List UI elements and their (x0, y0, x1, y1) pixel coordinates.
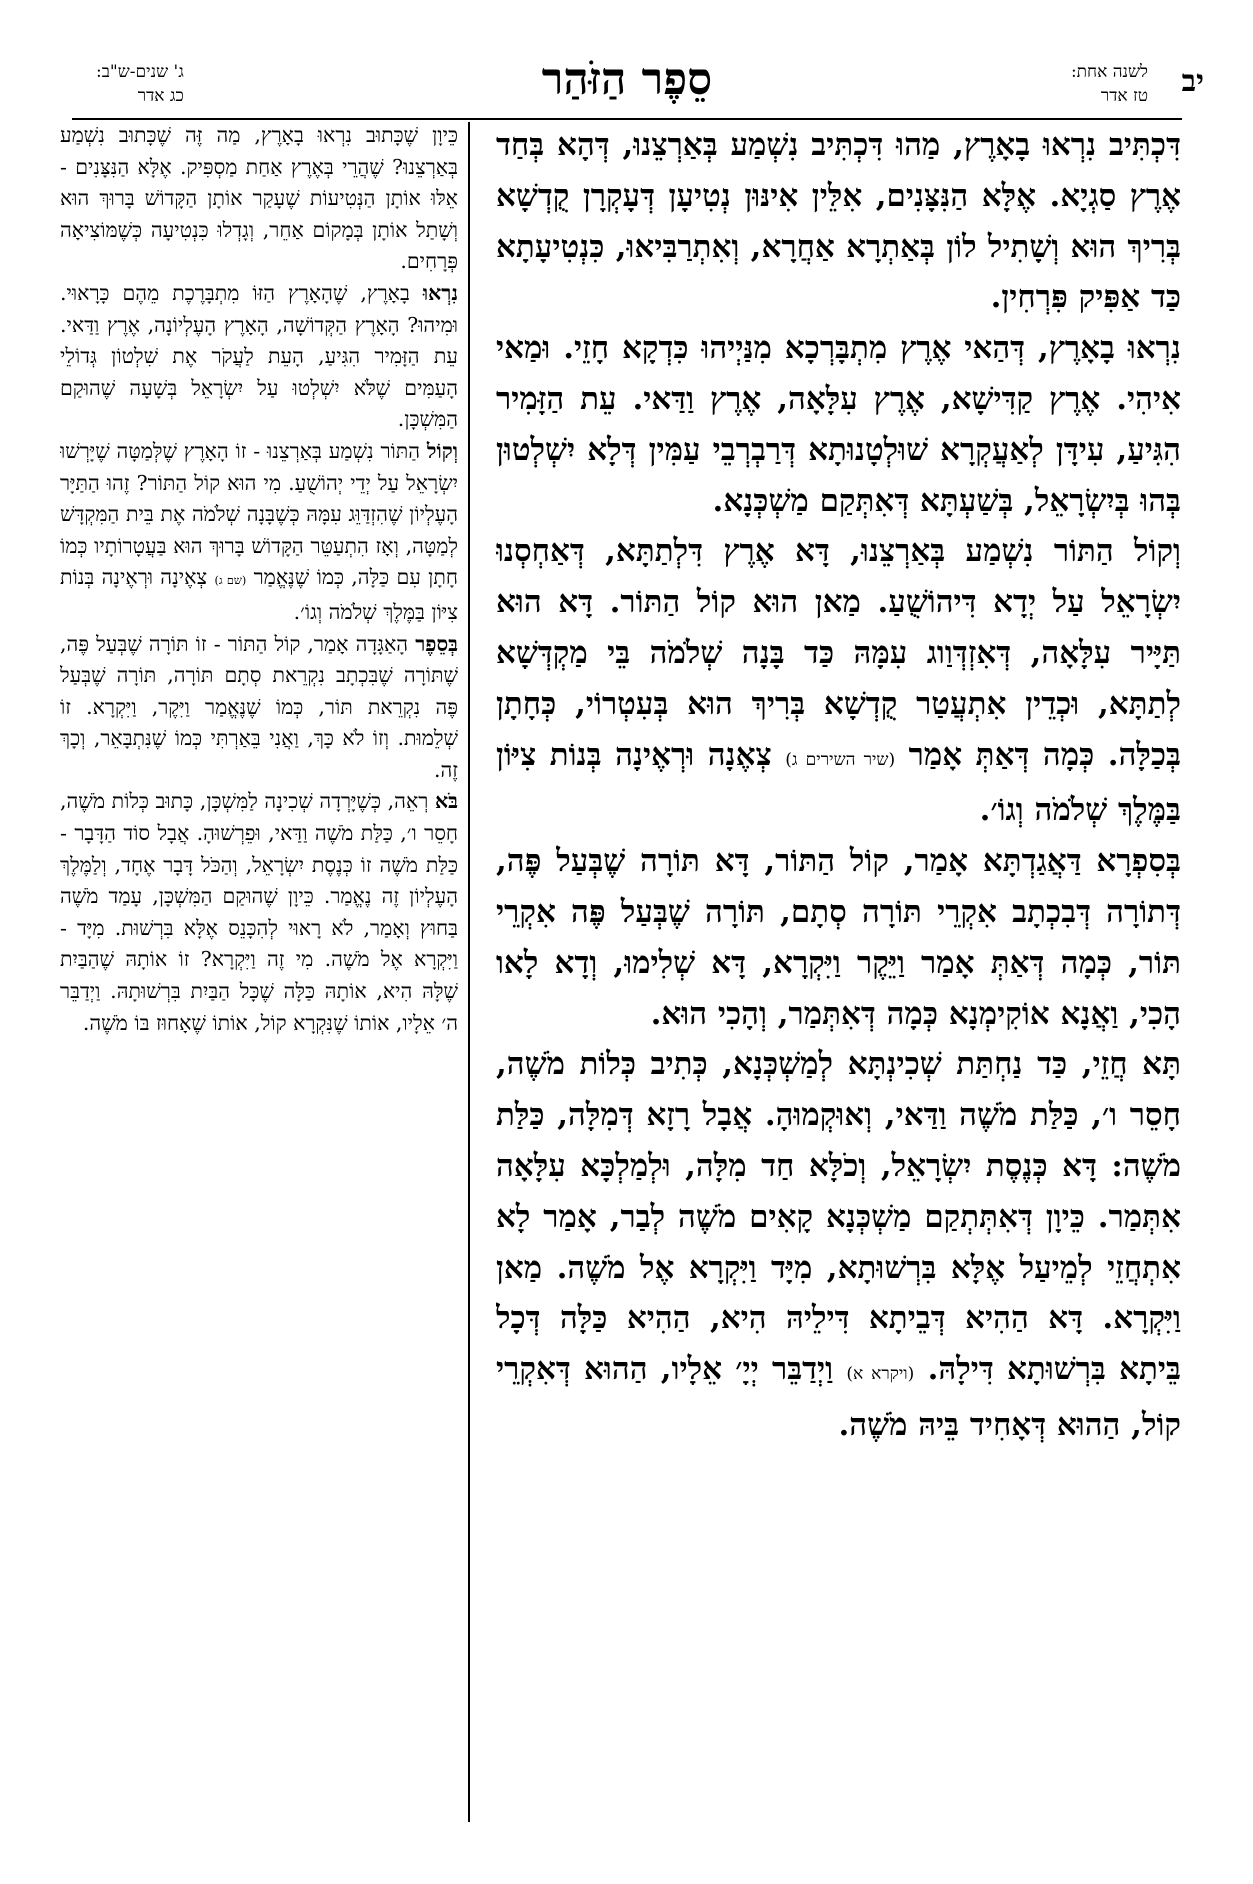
side-paragraph-3-text: הַתּוֹר נִשְׁמַע בְּאַרְצֵנוּ - זוֹ הָאָרֶץ שֶׁלְּמַטָּה שֶׁיָּרְשׁוּ יִשְׂרָאֵל עַל יְדֵי יְהוֹשֻׁעַ. מִי הוּא קוֹל הַתּוֹר? זֶהוּ הַתַּיָּר הָעֶלְיוֹן שֶׁהִזְדַּוֵּג עִמָּהּ כְּשֶׁבָּנָה שְׁלֹמֹה אֶת בֵּית הַמִּקְדָּשׁ לְמַטָּה, וְאָז הִתְעַטֵּר הַקָּדוֹשׁ בָּרוּךְ הוּא בַּעֲטָרוֹתָיו כְּמוֹ חָתָן עִם כַּלָּה, כְּמוֹ שֶׁנֶּאֱמַר (60, 438, 458, 590)
main-paragraph-3-text: וְקוֹל הַתּוֹר נִשְׁמַע בְּאַרְצֵנוּ, דָּא אֶרֶץ דִּלְתַתָּא, דְּאַחְסְנוּ יִשְׂרָאֵל עַל יְדָא דִּיהוֹשֻׁעַ. מַאן הוּא קוֹל הַתּוֹר. דָּא הוּא תַּיָּיר עִלָּאָה, דְּאִזְדְּוַוג עִמָּהּ כַּד בָּנָה שְׁלֹמֹה בֵּי מַקְדְּשָׁא לְתַתָּא, וּכְדֵין אִתְעֲטַר קֻדְשָׁא בְּרִיךְ הוּא בְּעִטְרוֹי, כְּחָתָן בְּכַלָּה. כְּמָה דְּאַתְּ אָמַר (496, 533, 1181, 773)
side-paragraph-3-quote: צְאֶינָה וּרְאֶינָה בְּנוֹת צִיּוֹן בַּמֶּלֶךְ שְׁלֹמֹה וְגוֹ׳. (60, 565, 458, 624)
main-paragraph-1: דִּכְתִּיב נִרְאוּ בָאָרֶץ, מַהוּ דִּכְתִּיב נִשְׁמַע בְּאַרְצֵנוּ, דְּהָא בְּחַד אֶרֶץ סַגְיָא. אֶלָּא הַנִּצָּנִים, אִלֵּין אִינּוּן נְטִיעָן דְּעָקְרָן קֻדְשָׁא בְּרִיךְ הוּא וְשָׁתִיל לוֹן בְּאַתְרָא אַחֲרָא, וְאִתְרַבִּיאוּ, כִּנְטִיעָתָא כַּד אַפִּיק פִּרְחִין. (496, 127, 1181, 316)
side-paragraph-4 (60, 629, 458, 787)
main-paragraph-3-quote: צְאֶנָה וּרְאֶינָה בְּנוֹת צִיּוֹן בַּמֶּלֶךְ שְׁלֹמֹה וְגוֹ׳. (496, 736, 1181, 829)
side-column-hebrew-translation (60, 120, 458, 1820)
side-paragraph-2 (60, 278, 458, 436)
header-left-line1: ג' שנים-ש"ב: (96, 62, 184, 82)
side-paragraph-1: כֵּיוָן שֶׁכָּתוּב נִרְאוּ בָאָרֶץ, מַה זֶּה שֶׁכָּתוּב נִשְׁמַע בְּאַרְצֵנוּ? שֶׁהֲרֵי בְּאֶרֶץ אַחַת מַסְפִּיק. אֶלָּא הַנִּצָּנִים - אֵלּוּ אוֹתָן הַנְּטִיעוֹת שֶׁעָקַר אוֹתָן הַקָּדוֹשׁ בָּרוּךְ הוּא וְשָׁתַל אוֹתָן בְּמָקוֹם אַחֵר, וְגָדְלוּ כִּנְטִיעָה כְּשֶׁמּוֹצִיאָה פְּרָחִים. (60, 123, 458, 274)
main-paragraph-4: בְּסִפְרָא דַּאֲגַדְתָּא אָמַר, קוֹל הַתּוֹר, דָּא תּוֹרָה שֶׁבְּעַל פֶּה, דְּתוֹרָה דְּבִכְתָב אִקְרֵי תּוֹרָה סְתָם, תּוֹרָה שֶׁבְּעַל פֶּה אִקְרֵי תּוֹר, כְּמָה דְּאַתְּ אָמַר וַיֵּקֶר וַיִּקְרָא, דָּא שְׁלִימוּ, וְדָא לָאו הָכִי, וַאֲנָא אוֹקִימְנָא כְּמָה דְּאִתְּמַר, וְהָכִי הוּא. (496, 843, 1181, 1032)
main-paragraph-3-reference: (שיר השירים ג) (785, 749, 896, 770)
side-paragraph-5 (60, 786, 458, 1039)
side-paragraph-2-lead: נִרְאוּ (422, 280, 458, 305)
side-paragraph-3-reference: (שם ג) (214, 574, 247, 588)
side-paragraph-5-lead: בֹּא (434, 789, 458, 814)
page-title: סֵפֶר הַזֹּהַר (541, 54, 713, 105)
side-paragraph-4-lead: בְּסֵפֶר (415, 631, 458, 656)
main-paragraph-5-end: וַיְדַבֵּר יְיָ׳ אֵלָיו, הַהוּא דְּאִקְרֵי קוֹל, הַהוּא דְּאָחִיד בֵּיהּ מֹשֶׁה. (496, 1351, 1181, 1443)
header-right-line1: לשנה אחת: (1070, 62, 1148, 82)
main-paragraph-5-reference: (ויקרא א) (846, 1364, 915, 1385)
page-header (72, 54, 1204, 114)
main-paragraph-2: נִרְאוּ בָאָרֶץ, דְּהַאי אֶרֶץ מִתְבָּרְכָא מִנַּיְיהוּ כִּדְקָא חָזֵי. וּמַאי אִיהִי. אֶרֶץ קַדִּישָׁא, אֶרֶץ עִלָּאָה, אֶרֶץ וַדַּאי. עֵת הַזָּמִיר הִגִּיעַ, עִידָּן לְאַעֲקְרָא שׁוּלְטָנוּתָא דְּרַבְרְבֵי עַמִּין דְּלָא יִשְׁלְטוּן בְּהוּ בְּיִשְׂרָאֵל, בְּשַׁעְתָּא דְּאִתְּקַם מַשְׁכְּנָא. (496, 330, 1181, 519)
main-paragraph-5 (496, 1039, 1181, 1450)
side-paragraph-5-text: רְאֵה, כְּשֶׁיָּרְדָה שְׁכִינָה לַמִּשְׁכָּן, כָּתוּב כְּלוֹת מֹשֶׁה, חָסֵר ו׳, כַּלַּת מֹשֶׁה וַדַּאי, וּפֵרְשׁוּהָ. אֲבָל סוֹד הַדָּבָר - כַּלַּת מֹשֶׁה זוֹ כְּנֶסֶת יִשְׂרָאֵל, וְהַכֹּל דָּבָר אֶחָד, וְלַמֶּלֶךְ הָעֶלְיוֹן זֶה נֶאֱמַר. כֵּיוָן שֶׁהוּקַם הַמִּשְׁכָּן, עָמַד מֹשֶׁה בַּחוּץ וְאָמַר, לֹא רָאוּי לְהִכָּנֵס אֶלָּא בִּרְשׁוּת. מִיָּד - וַיִּקְרָא אֶל מֹשֶׁה. מִי זֶה וַיִּקְרָא? זוֹ אוֹתָהּ שֶׁהַבַּיִת שֶׁלָּהּ הִיא, אוֹתָהּ כַּלָּה שֶׁכָּל הַבַּיִת בִּרְשׁוּתָהּ. וַיְדַבֵּר ה׳ אֵלָיו, אוֹתוֹ שֶׁנִּקְרָא קוֹל, אוֹתוֹ שֶׁאָחוּז בּוֹ מֹשֶׁה. (60, 789, 458, 1035)
side-paragraph-3 (60, 436, 458, 629)
column-divider (468, 122, 470, 1822)
main-column-aramaic (496, 120, 1181, 1830)
side-paragraph-2-text: בָאָרֶץ, שֶׁהָאָרֶץ הַזּוֹ מִתְבָּרֶכֶת מֵהֶם כָּרָאוּי. וּמִיהוּ? הָאָרֶץ הַקְּדוֹשָׁה, הָאָרֶץ הָעֶלְיוֹנָה, אֶרֶץ וַדַּאי. עֵת הַזָּמִיר הִגִּיעַ, הָעֵת לַעֲקֹר אֶת שִׁלְטוֹן גְּדוֹלֵי הָעַמִּים שֶׁלֹּא יִשְׁלְטוּ עַל יִשְׂרָאֵל בְּשָׁעָה שֶׁהוּקַם הַמִּשְׁכָּן. (60, 280, 458, 432)
side-paragraph-3-lead: וְקוֹל (426, 438, 458, 463)
header-left-line2: כג אדר (137, 86, 184, 106)
side-paragraph-4-text: הָאַגָּדָה אָמַר, קוֹל הַתּוֹר - זוֹ תּוֹרָה שֶׁבְּעַל פֶּה, שֶׁתּוֹרָה שֶׁבִּכְתָב נִקְרֵאת סְתָם תּוֹרָה, תּוֹרָה שֶׁבְּעַל פֶּה נִקְרֵאת תּוֹר, כְּמוֹ שֶׁנֶּאֱמַר וַיִּקֶר, וַיִּקְרָא. זוֹ שְׁלֵמוּת. וְזוֹ לֹא כָּךְ, וַאֲנִי בֵּאַרְתִּי כְּמוֹ שֶׁנִּתְבָּאֵר, וְכָךְ זֶה. (60, 631, 458, 782)
page-number: יב (1181, 64, 1204, 99)
header-left-block (96, 60, 184, 108)
main-paragraph-3 (496, 526, 1181, 836)
header-right-line2: טז אדר (1100, 86, 1148, 106)
main-paragraph-5-text: תָּא חֲזֵי, כַּד נַחְתַּת שְׁכִינְתָּא לְמַשְׁכְּנָא, כְּתִיב כְּלוֹת מֹשֶׁה, חָסֵר ו׳, כַּלַּת מֹשֶׁה וַדַּאי, וְאוּקְמוּהָ. אֲבָל רָזָא דְּמִלָּה, כַּלַּת מֹשֶׁה: דָּא כְּנֶסֶת יִשְׂרָאֵל, וְכֹלָּא חַד מִלָּה, וּלְמַלְכָּא עִלָּאָה אִתְּמַר. כֵּיוָן דְּאִתְּתְקַם מַשְׁכְּנָא קָאִים מֹשֶׁה לְבַר, אָמַר לָא אִתְחֲזֵי לְמֵיעַל אֶלָּא בִּרְשׁוּתָא, מִיָּד וַיִּקְרָא אֶל מֹשֶׁה. מַאן וַיִּקְרָא. דָּא הַהִיא דְּבֵיתָא דִּילֵיהּ הִיא, הַהִיא כַּלָּה דְּכָל בֵּיתָא בִּרְשׁוּתָא דִּילָהּ. (496, 1046, 1181, 1388)
